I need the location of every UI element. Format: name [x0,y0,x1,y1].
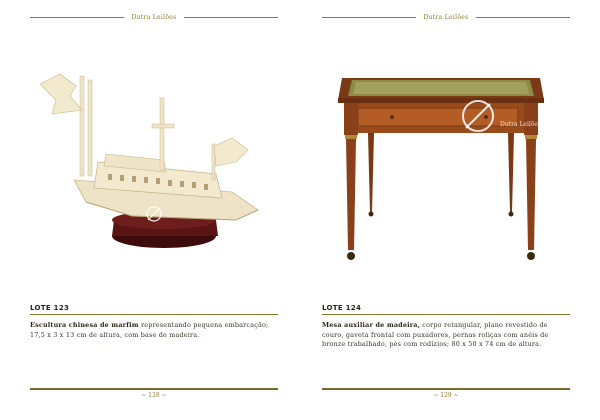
lot-description [322,321,570,350]
watermark-text: Dutra Leilões [500,121,542,128]
lot-divider [322,314,570,315]
header-title: Dutra Leilões [131,14,177,21]
footer-rule [30,388,278,390]
lot-label: LOTE 123 [30,304,70,312]
page-header [322,12,570,24]
catalog-page-right [300,0,600,420]
lot-label: LOTE 124 [322,304,362,312]
header-rule-right [476,17,570,18]
lot-description [30,321,278,340]
lot-description-text: representando pequena embarcação; 17,5 x 3 x 13 cm de altura, com base de madeira. [30,321,269,339]
header-title: Dutra Leilões [423,14,469,21]
page-header [30,12,278,24]
page-number: ~ 129 ~ [433,392,459,399]
header-rule-right [184,17,278,18]
page-number: ~ 128 ~ [141,392,167,399]
side-table-photo [336,70,546,270]
ivory-ship-sculpture-photo [36,70,266,255]
footer-rule [322,388,570,390]
lot-divider [30,314,278,315]
lot-description-text: corpo retangular, plano revestido de couro, gaveta frontal com puxadores, pernas roliças com anéis de bronze trabalhado, pés com rodízios; 80 x 50 x 74 cm de altura. [322,321,549,349]
lot-description-title: Mesa auxiliar de madeira, [322,321,421,329]
lot-description-title: Escultura chinesa de marfim [30,321,139,329]
